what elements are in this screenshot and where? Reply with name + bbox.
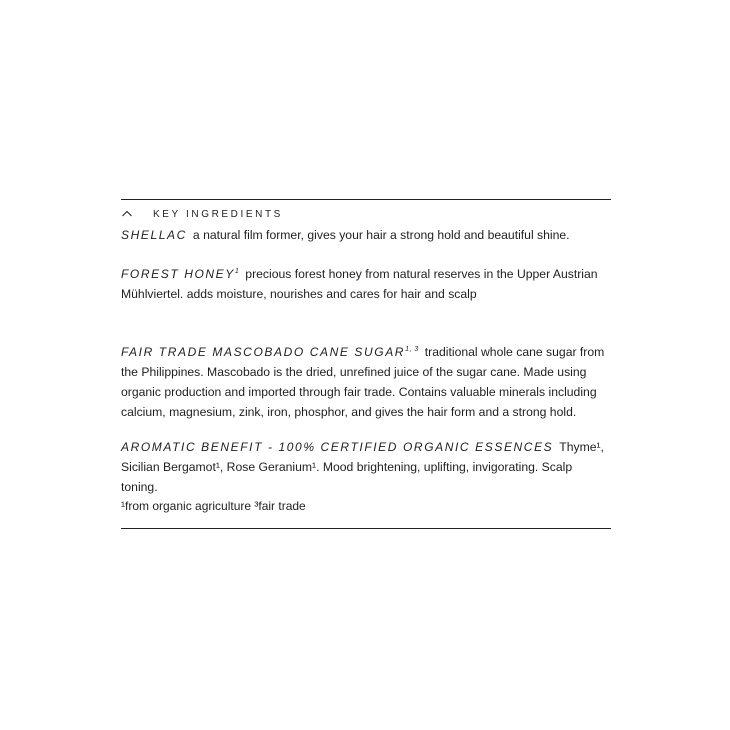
ingredient-shellac [121, 225, 611, 245]
ingredient-name: SHELLAC [121, 228, 187, 242]
footnote-marker: 1, 3 [405, 346, 419, 353]
ingredient-name: AROMATIC BENEFIT - 100% CERTIFIED ORGANIC ESSENCES [121, 440, 554, 454]
ingredient-name: FAIR TRADE MASCOBADO CANE SUGAR$^{1, 3}$ [121, 345, 419, 359]
footnote-legend: ¹from organic agriculture ³fair trade [121, 499, 306, 513]
chevron-up-icon[interactable] [121, 209, 133, 219]
footnote-marker: 1 [234, 268, 240, 275]
ingredient-cane-sugar [121, 342, 611, 422]
ingredient-forest-honey [121, 264, 611, 304]
ingredient-description: precious forest honey from natural reserves in the Upper Austrian Mühlviertel. adds moisture, nourishes and cares for hair and scalp [121, 267, 598, 301]
key-ingredients-toggle[interactable] [121, 207, 283, 221]
ingredient-aromatic-benefit [121, 437, 611, 497]
ingredient-name: FOREST HONEY$^1$ [121, 267, 240, 281]
ingredient-description: Thyme¹, Sicilian Bergamot¹, Rose Geranium¹. Mood brightening, uplifting, invigorating. Scalp toning. [121, 440, 604, 494]
ingredient-description: a natural film former, gives your hair a strong hold and beautiful shine. [192, 228, 570, 242]
key-ingredients-panel [121, 199, 611, 529]
section-title: KEY INGREDIENTS [153, 208, 283, 220]
ingredient-description: traditional whole cane sugar from the Philippines. Mascobado is the dried, unrefined juice of the sugar cane. Made using organic production and imported through fair trade. Contains valuable minerals including calcium, magnesium, zink, iron, phosphor, and gives the hair form and a strong hold. [121, 345, 605, 419]
